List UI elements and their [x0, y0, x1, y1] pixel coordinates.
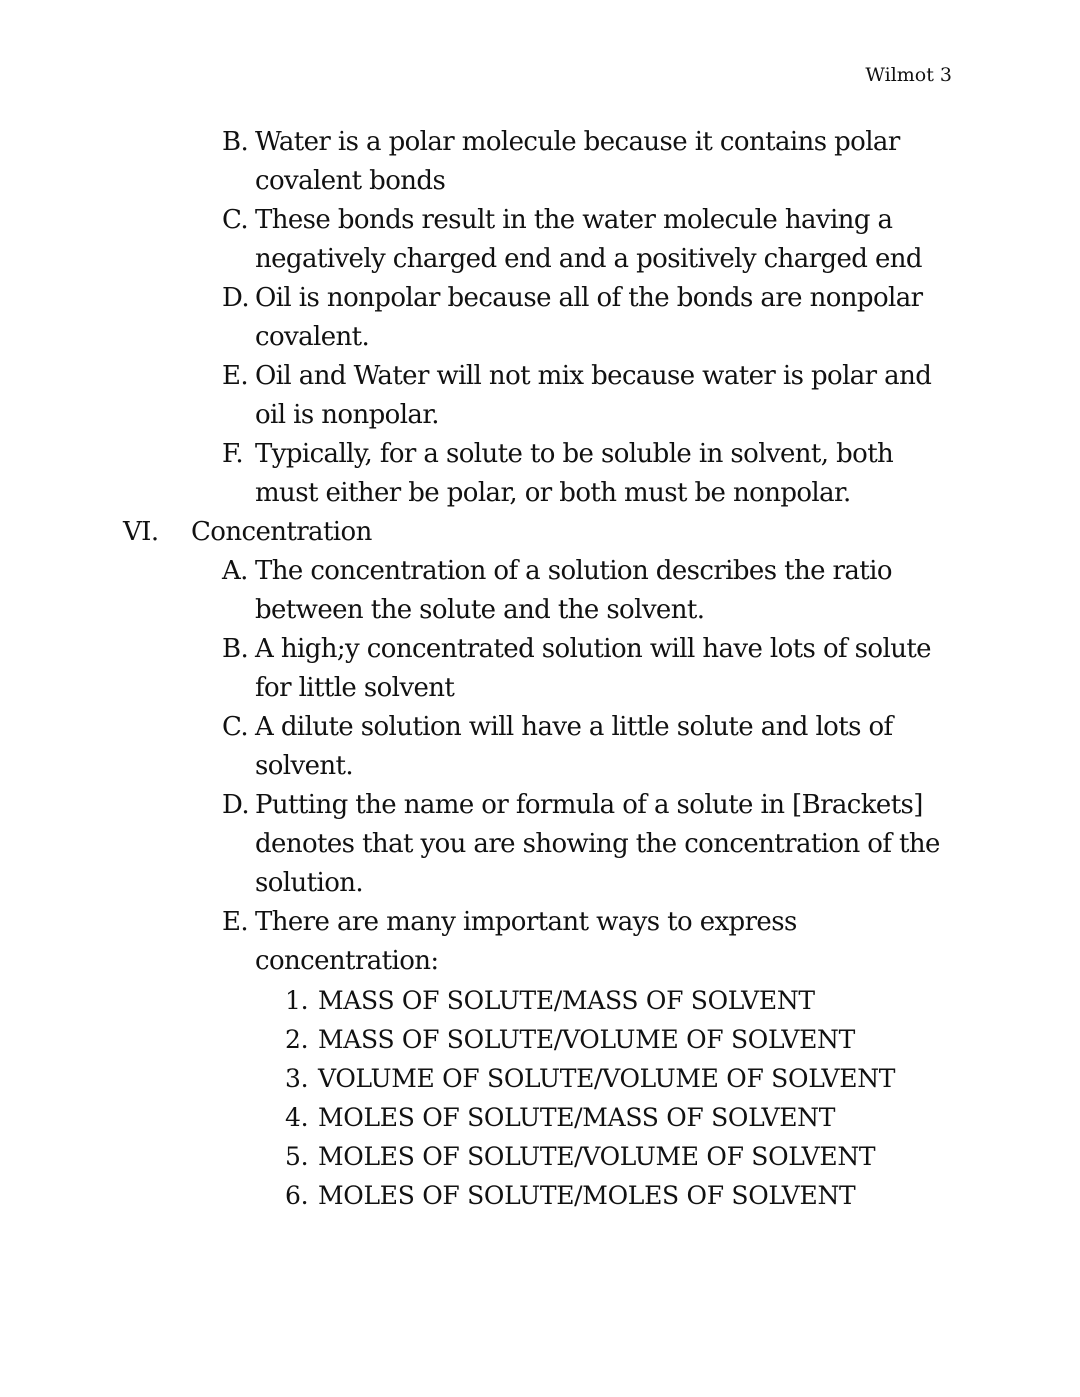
- list-marker: C.: [222, 205, 249, 235]
- list-marker: B.: [222, 634, 249, 664]
- number-marker: 5.: [285, 1142, 309, 1171]
- list-marker: A.: [222, 556, 248, 586]
- list-item: [0, 552, 955, 630]
- list-item-text: There are many important ways to express concentration:: [255, 907, 797, 976]
- numbered-item-text: MASS OF SOLUTE/MASS OF SOLVENT: [318, 986, 815, 1015]
- numbered-item: [0, 981, 1080, 1020]
- list-item: [0, 708, 955, 786]
- number-marker: 3.: [285, 1064, 309, 1093]
- list-item: [0, 786, 955, 903]
- list-item: [0, 903, 955, 981]
- list-item-text: The concentration of a solution describes the ratio between the solute and the solvent.: [255, 556, 892, 625]
- list-item: [0, 279, 955, 357]
- numbered-item-text: MOLES OF SOLUTE/VOLUME OF SOLVENT: [318, 1142, 876, 1171]
- list-item-text: A high;y concentrated solution will have lots of solute for little solvent: [255, 634, 931, 703]
- number-marker: 2.: [285, 1025, 309, 1054]
- numbered-item-text: MOLES OF SOLUTE/MASS OF SOLVENT: [318, 1103, 836, 1132]
- list-item-text: These bonds result in the water molecule having a negatively charged end and a positively charged end: [255, 205, 922, 274]
- numbered-item: [0, 1098, 1080, 1137]
- list-marker: F.: [222, 439, 244, 469]
- list-marker: E.: [222, 907, 249, 937]
- list-marker: D.: [222, 790, 249, 820]
- list-item-text: Oil is nonpolar because all of the bonds are nonpolar covalent.: [255, 283, 923, 352]
- numbered-item-text: VOLUME OF SOLUTE/VOLUME OF SOLVENT: [318, 1064, 896, 1093]
- page-number-header: Wilmot 3: [865, 64, 952, 86]
- list-item: [0, 357, 955, 435]
- list-item-text: Putting the name or formula of a solute in [Brackets] denotes that you are showing the concentration of the solution.: [255, 790, 940, 898]
- numbered-item-text: MOLES OF SOLUTE/MOLES OF SOLVENT: [318, 1181, 856, 1210]
- number-marker: 4.: [285, 1103, 309, 1132]
- numbered-item: [0, 1059, 1080, 1098]
- list-marker: B.: [222, 127, 249, 157]
- list-item-text: A dilute solution will have a little solute and lots of solvent.: [255, 712, 893, 781]
- list-item-text: Oil and Water will not mix because water is polar and oil is nonpolar.: [255, 361, 932, 430]
- list-item: [0, 630, 955, 708]
- section-numeral: VI.: [123, 517, 159, 547]
- numbered-item: [0, 1020, 1080, 1059]
- number-marker: 6.: [285, 1181, 309, 1210]
- list-item-text: Typically, for a solute to be soluble in solvent, both must either be polar, or both must be nonpolar.: [255, 439, 894, 508]
- list-item: [0, 201, 955, 279]
- list-marker: E.: [222, 361, 249, 391]
- section-heading-concentration: [0, 513, 1080, 552]
- list-marker: D.: [222, 283, 249, 313]
- list-item-text: Water is a polar molecule because it contains polar covalent bonds: [255, 127, 900, 196]
- list-item: [0, 435, 955, 513]
- numbered-item-text: MASS OF SOLUTE/VOLUME OF SOLVENT: [318, 1025, 855, 1054]
- numbered-item: [0, 1176, 1080, 1215]
- number-marker: 1.: [285, 986, 309, 1015]
- document-body: [0, 123, 1080, 1215]
- list-marker: C.: [222, 712, 249, 742]
- concentration-ways-list: [0, 981, 1080, 1215]
- list-item: [0, 123, 955, 201]
- numbered-item: [0, 1137, 1080, 1176]
- section-title: Concentration: [191, 517, 372, 547]
